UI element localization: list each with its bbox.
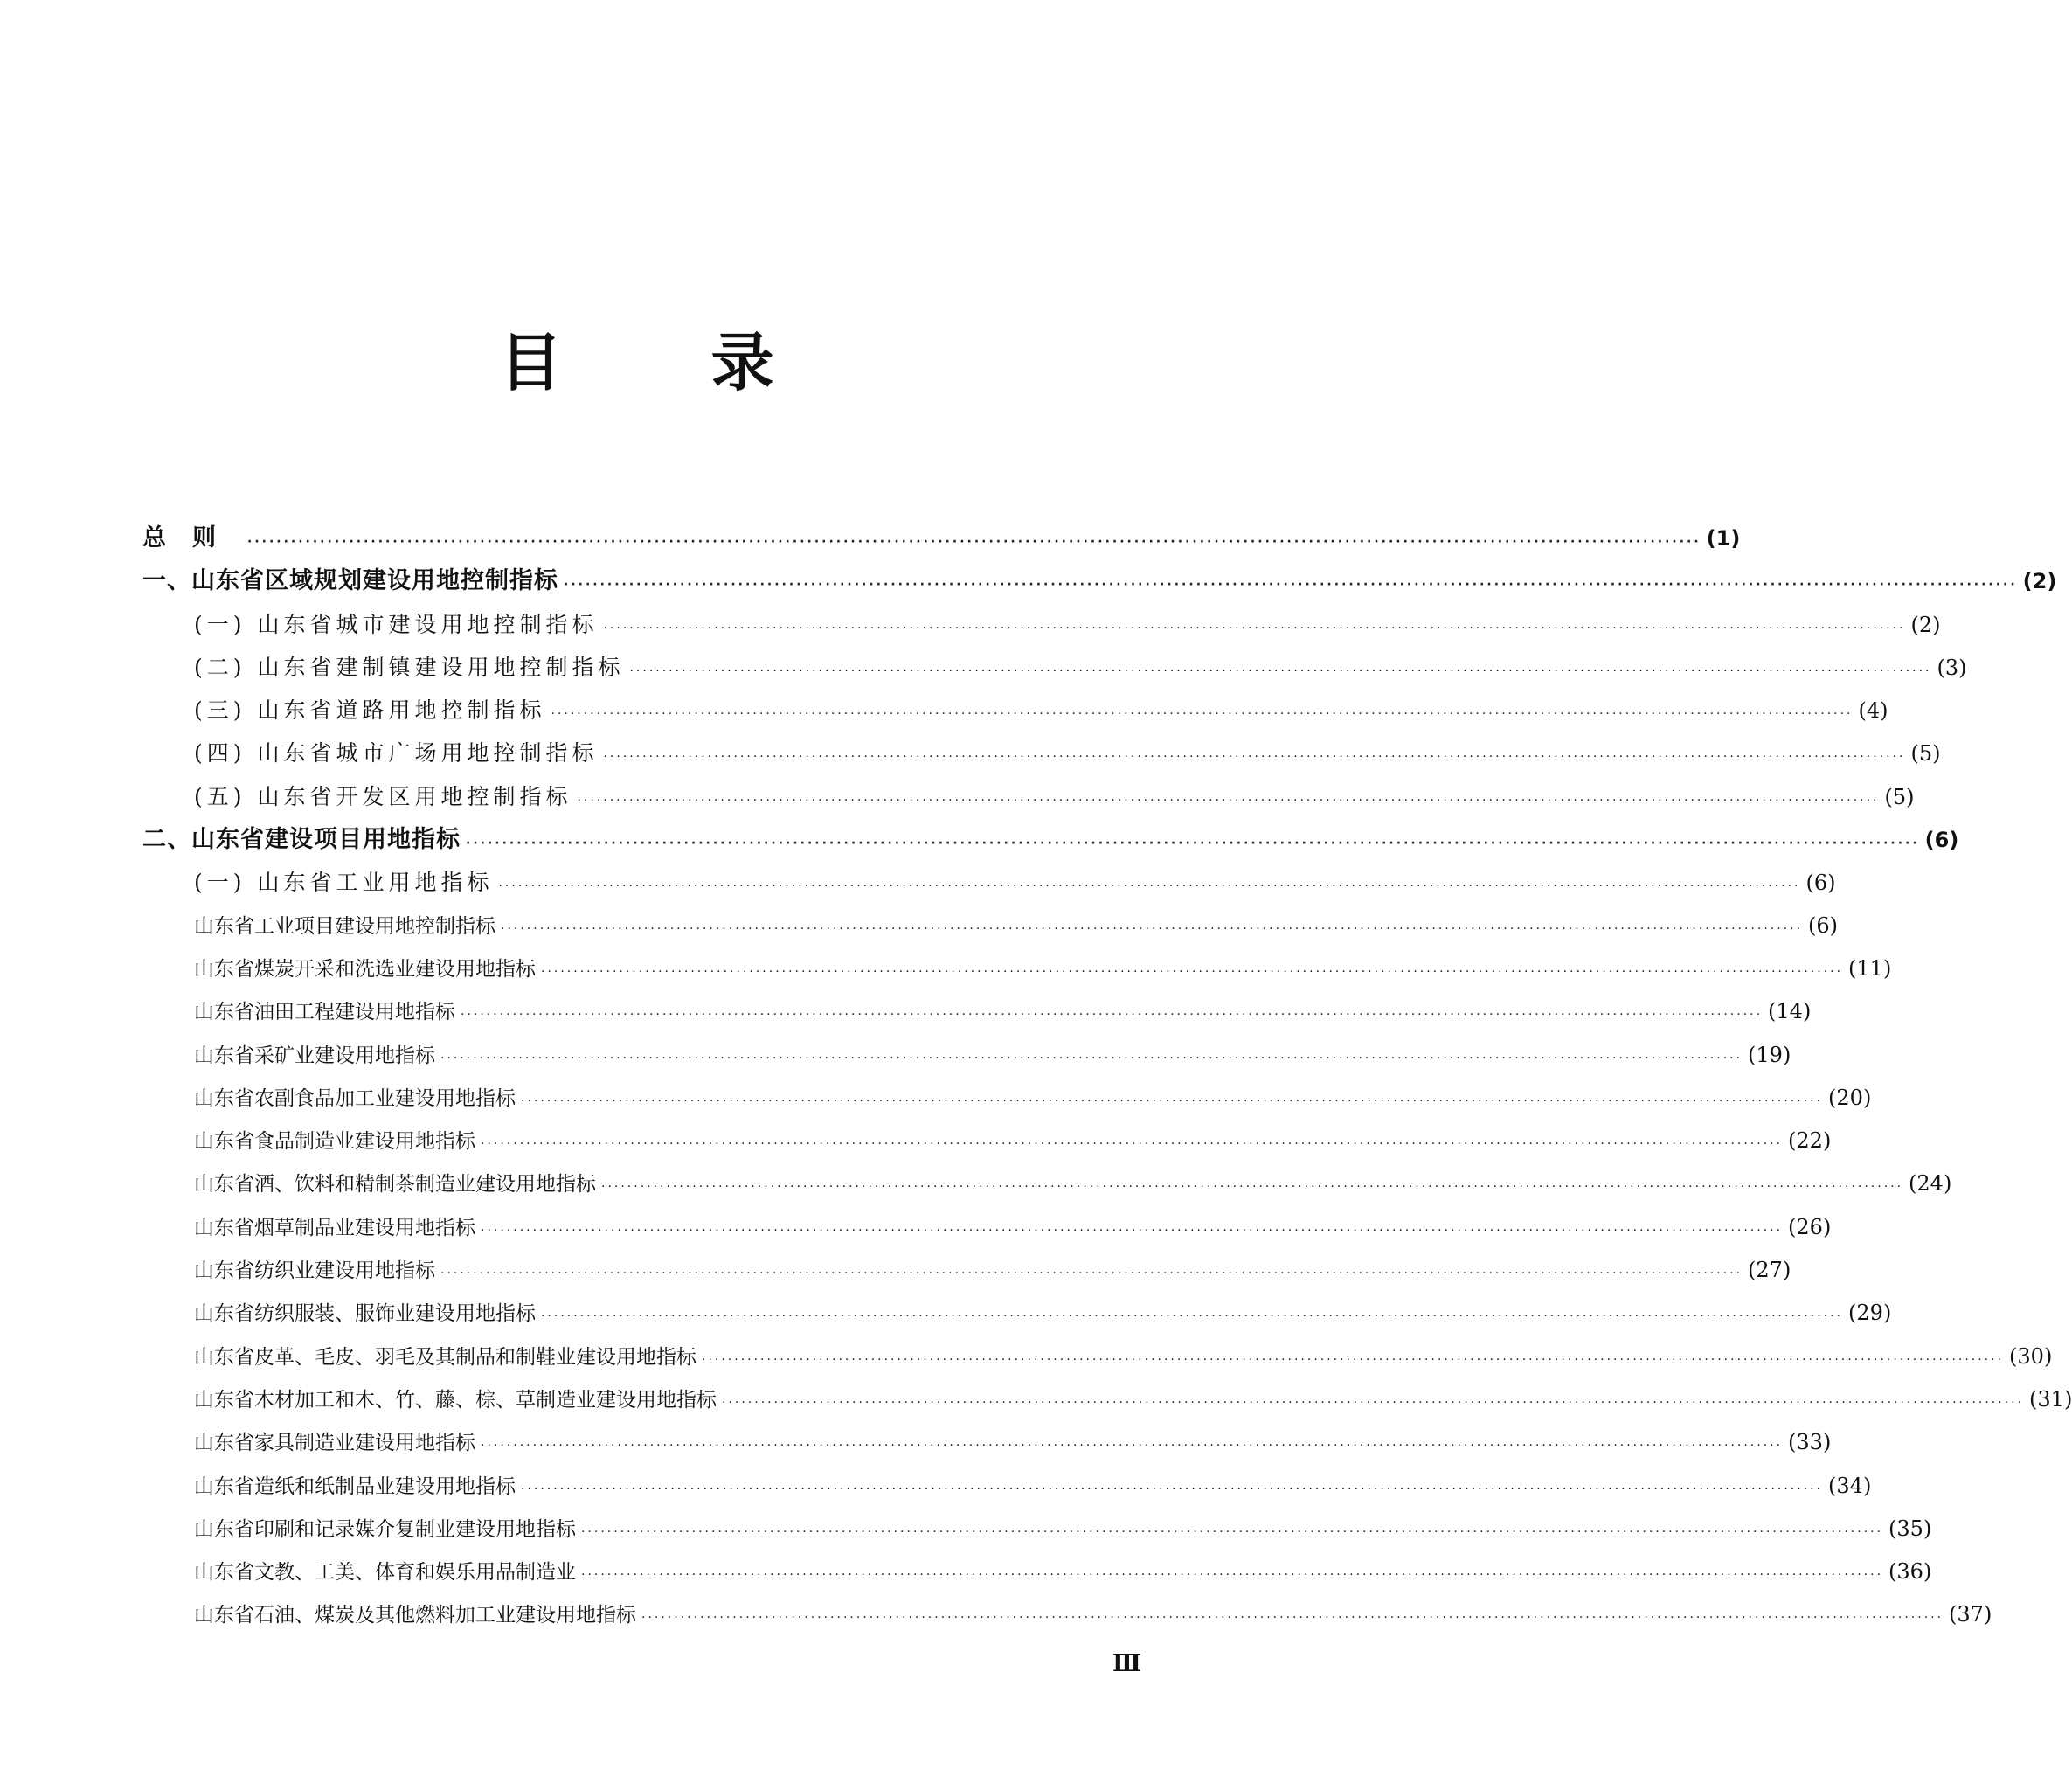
toc-leader-dots: ········································································································································································································ — [541, 1309, 1844, 1324]
toc-leader-dots: ········································································································································································································ — [521, 1481, 1824, 1496]
toc-entry-label: 山东省工业项目建设用地控制指标 — [194, 914, 495, 938]
toc-entry[interactable] — [142, 1120, 1832, 1162]
toc-entry-page: (37) — [1949, 1602, 1992, 1627]
toc-leader-dots: ········································································································································································································ — [581, 1568, 1884, 1583]
toc-entry-page: (6) — [1805, 871, 1836, 896]
toc-entry-page: (6) — [1924, 828, 1959, 853]
toc-entry-label: 山东省印刷和记录媒介复制业建设用地指标 — [194, 1517, 576, 1541]
toc-entry-page: (14) — [1768, 999, 1812, 1024]
toc-entry-page: (22) — [1788, 1128, 1832, 1154]
toc-entry[interactable] — [142, 1077, 1872, 1120]
toc-entry[interactable] — [142, 559, 2057, 602]
toc-entry[interactable] — [142, 1162, 1952, 1205]
toc-leader-dots: ········································································································································································································ — [498, 879, 1801, 894]
toc-entry-page: (34) — [1828, 1473, 1872, 1498]
toc-entry[interactable] — [142, 689, 1888, 732]
toc-entry[interactable] — [142, 1378, 2072, 1421]
toc-entry-page: (35) — [1888, 1516, 1932, 1541]
toc-entry-page: (6) — [1808, 912, 1839, 938]
toc-entry[interactable] — [142, 861, 1836, 904]
toc-entry[interactable] — [142, 1421, 1832, 1464]
toc-entry[interactable] — [142, 1593, 1992, 1636]
toc-entry-page: (33) — [1788, 1430, 1832, 1455]
toc-entry-page: (30) — [2009, 1343, 2053, 1369]
toc-entry-page: (27) — [1748, 1258, 1791, 1283]
toc-entry-page: (4) — [1858, 698, 1888, 724]
toc-entry-label: 山东省煤炭开采和洗选业建设用地指标 — [194, 957, 536, 981]
toc-leader-dots: ········································································································································································································ — [577, 793, 1880, 808]
toc-entry[interactable] — [142, 775, 1915, 818]
page-title — [0, 323, 1273, 402]
toc-entry[interactable] — [142, 1336, 2053, 1378]
toc-entry-label: 山东省家具制造业建设用地指标 — [194, 1432, 475, 1455]
toc-entry-page: (5) — [1884, 784, 1915, 809]
toc-entry-label: 山东省石油、煤炭及其他燃料加工业建设用地指标 — [194, 1604, 636, 1627]
toc-entry-label: 二、山东省建设项目用地指标 — [142, 826, 461, 854]
toc-entry-label: (一) 山东省工业用地指标 — [194, 870, 494, 896]
toc-entry[interactable] — [142, 517, 1741, 559]
toc-leader-dots: ········································································································································································································ — [581, 1524, 1884, 1539]
toc-leader-dots: ········································································································································································································ — [601, 1180, 1904, 1195]
toc-entry-label: 山东省纺织服装、服饰业建设用地指标 — [194, 1302, 536, 1326]
toc-entry-page: (36) — [1888, 1559, 1932, 1585]
toc-entry[interactable] — [142, 1292, 1892, 1335]
toc-leader-dots: ········································································································································································································ — [481, 1439, 1784, 1454]
toc-entry[interactable] — [142, 1551, 1932, 1593]
toc-entry[interactable] — [142, 990, 1812, 1033]
toc-entry-label: 总则 — [142, 524, 242, 552]
title-char-1: 目 — [499, 326, 563, 399]
toc-entry-page: (29) — [1848, 1301, 1892, 1326]
toc-leader-dots: ········································································································································································································ — [481, 1223, 1784, 1238]
toc-leader-dots: ········································································································································································································ — [521, 1093, 1824, 1108]
toc-entry-label: 山东省造纸和纸制品业建设用地指标 — [194, 1474, 516, 1498]
toc-entry-page: (3) — [1937, 655, 1967, 680]
title-char-2: 录 — [710, 326, 774, 399]
toc-entry-label: (四) 山东省城市广场用地控制指标 — [194, 740, 599, 767]
toc-entry-label: 山东省酒、饮料和精制茶制造业建设用地指标 — [194, 1173, 596, 1197]
toc-leader-dots: ········································································································································································································ — [440, 1266, 1743, 1281]
toc-leader-dots: ········································································································································································································ — [501, 921, 1804, 936]
toc-leader-dots: ········································································································································································································ — [722, 1395, 2025, 1410]
toc-leader-dots: ········································································································································································································ — [641, 1611, 1944, 1626]
toc-entry-label: 山东省烟草制品业建设用地指标 — [194, 1216, 475, 1239]
toc-leader-dots: ········································································································································································································ — [247, 535, 1701, 549]
page-number: Ⅲ — [1112, 1650, 1141, 1677]
toc-entry-label: (三) 山东省道路用地控制指标 — [194, 697, 546, 724]
toc-entry[interactable] — [142, 905, 1839, 947]
toc-entry-page: (2) — [1910, 612, 1941, 637]
toc-entry-page: (5) — [1910, 741, 1941, 767]
toc-entry-label: 山东省木材加工和木、竹、藤、棕、草制造业建设用地指标 — [194, 1388, 717, 1412]
toc-entry-page: (24) — [1909, 1171, 1952, 1197]
toc-leader-dots: ········································································································································································································ — [603, 621, 1906, 635]
toc-entry[interactable] — [142, 1206, 1832, 1249]
toc-entry-label: 一、山东省区域规划建设用地控制指标 — [142, 567, 558, 595]
toc-entry-page: (2) — [2022, 569, 2057, 594]
toc-entry-page: (31) — [2029, 1386, 2072, 1412]
toc-entry[interactable] — [142, 603, 1941, 646]
toc-entry-label: 山东省油田工程建设用地指标 — [194, 1001, 455, 1024]
toc-leader-dots: ········································································································································································································ — [603, 750, 1906, 765]
toc-entry[interactable] — [142, 1249, 1791, 1292]
toc-entry-label: 山东省采矿业建设用地指标 — [194, 1044, 435, 1067]
table-of-contents — [142, 517, 2072, 1637]
toc-leader-dots: ········································································································································································································ — [461, 1008, 1764, 1023]
toc-entry-label: 山东省皮革、毛皮、羽毛及其制品和制鞋业建设用地指标 — [194, 1345, 696, 1369]
toc-entry-label: (一) 山东省城市建设用地控制指标 — [194, 611, 599, 637]
toc-entry[interactable] — [142, 1508, 1932, 1551]
toc-leader-dots: ········································································································································································································ — [481, 1137, 1784, 1152]
toc-entry-page: (1) — [1706, 526, 1741, 551]
toc-entry-label: 山东省农副食品加工业建设用地指标 — [194, 1086, 516, 1110]
toc-leader-dots: ········································································································································································································ — [440, 1051, 1743, 1065]
toc-leader-dots: ········································································································································································································ — [551, 707, 1854, 722]
toc-leader-dots: ········································································································································································································ — [466, 836, 1920, 851]
toc-entry[interactable] — [142, 732, 1941, 774]
toc-entry-label: 山东省纺织业建设用地指标 — [194, 1259, 435, 1283]
toc-leader-dots: ········································································································································································································ — [702, 1352, 2005, 1367]
toc-entry[interactable] — [142, 1465, 1872, 1508]
toc-entry-label: (五) 山东省开发区用地控制指标 — [194, 783, 572, 809]
toc-leader-dots: ········································································································································································································ — [541, 964, 1844, 979]
toc-leader-dots: ········································································································································································································ — [629, 663, 1932, 678]
toc-entry[interactable] — [142, 947, 1892, 990]
toc-entry-label: (二) 山东省建制镇建设用地控制指标 — [194, 654, 625, 680]
toc-leader-dots: ········································································································································································································ — [564, 578, 2018, 593]
toc-entry-page: (19) — [1748, 1042, 1791, 1067]
toc-entry-page: (20) — [1828, 1085, 1872, 1110]
toc-entry-page: (11) — [1848, 955, 1892, 981]
toc-entry-label: 山东省食品制造业建设用地指标 — [194, 1130, 475, 1154]
toc-entry[interactable] — [142, 1034, 1791, 1077]
toc-entry-page: (26) — [1788, 1214, 1832, 1239]
toc-entry-label: 山东省文教、工美、体育和娱乐用品制造业 — [194, 1561, 576, 1585]
toc-entry[interactable] — [142, 646, 1967, 689]
toc-entry[interactable] — [142, 818, 1959, 861]
